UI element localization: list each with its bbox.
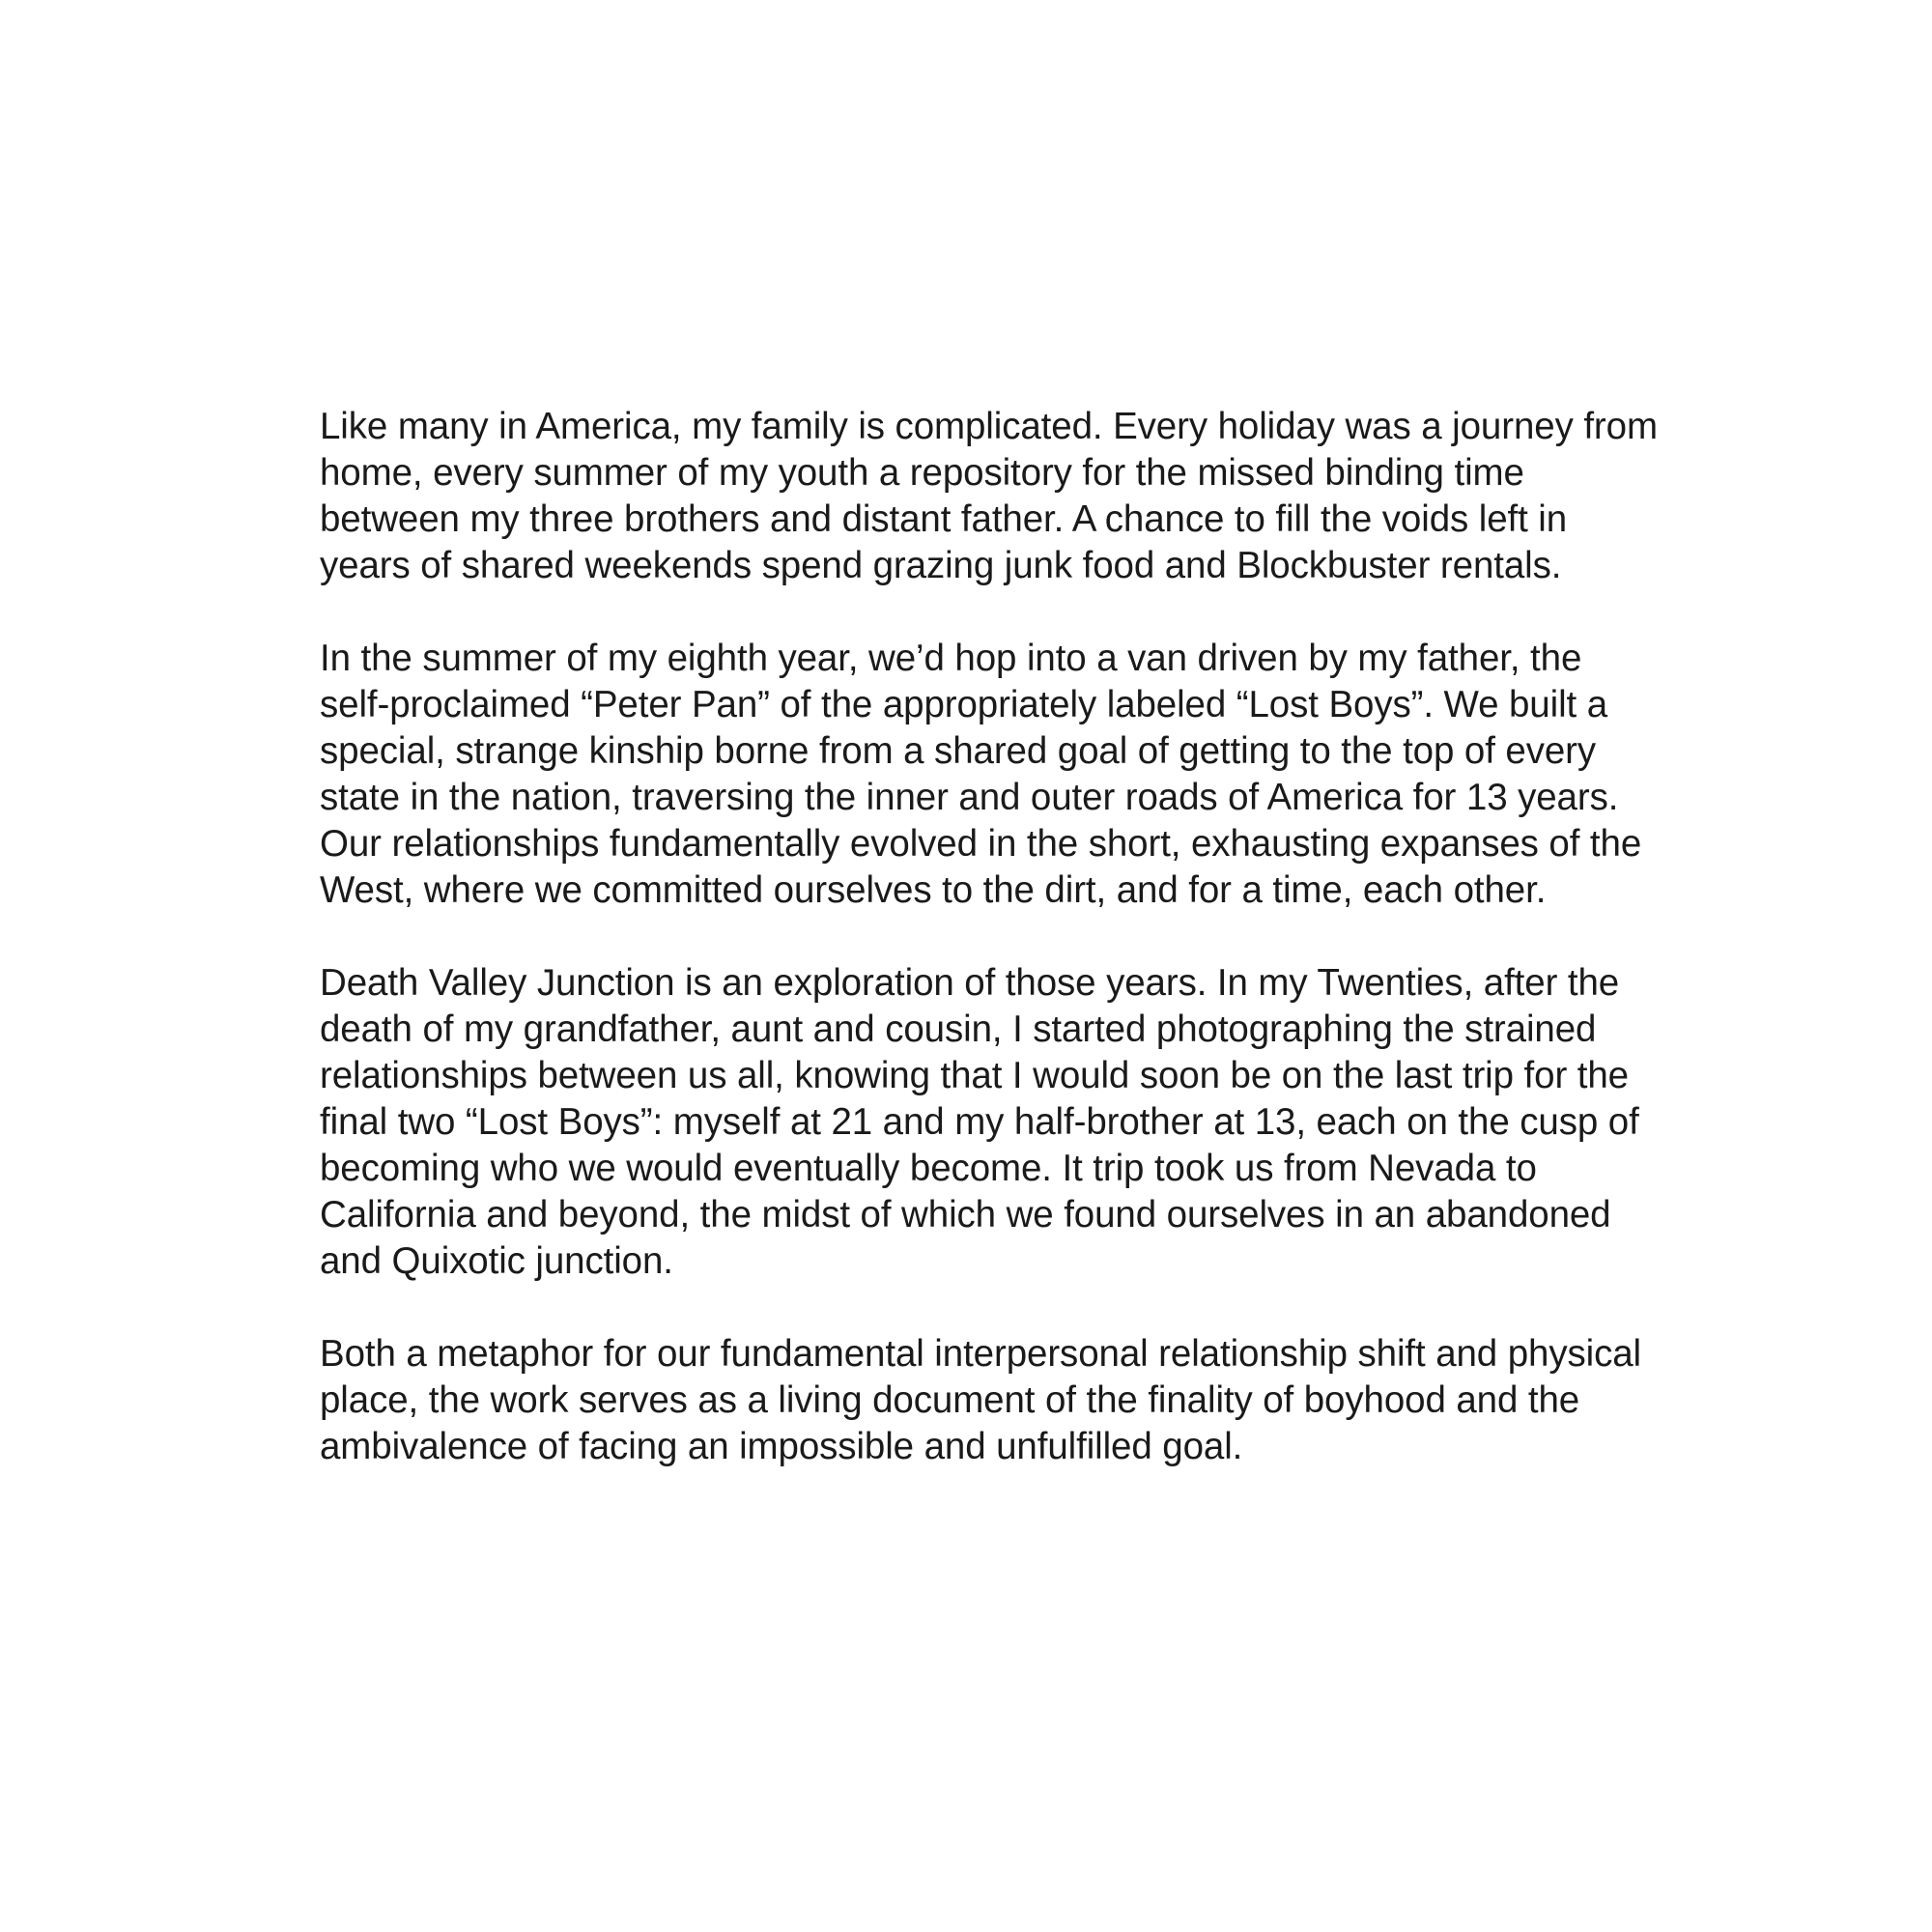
text-line: years of shared weekends spend grazing junk food and Blockbuster rentals. [320,545,1562,586]
paragraph-4 [320,1331,1730,1470]
text-line: and Quixotic junction. [320,1240,673,1282]
text-line: West, where we committed ourselves to the dirt, and for a time, each other. [320,869,1547,911]
text-line: relationships between us all, knowing that I would soon be on the last trip for the [320,1055,1629,1096]
text-line: Our relationships fundamentally evolved in the short, exhausting expanses of the [320,823,1642,865]
text-line: state in the nation, traversing the inner and outer roads of America for 13 years. [320,777,1619,818]
artist-statement [320,404,1730,1470]
text-line: final two “Lost Boys”: myself at 21 and my half-brother at 13, each on the cusp of [320,1101,1639,1143]
text-line: home, every summer of my youth a repository for the missed binding time [320,452,1524,494]
text-line: In the summer of my eighth year, we’d hop into a van driven by my father, the [320,638,1582,679]
text-line: place, the work serves as a living document of the finality of boyhood and the [320,1379,1580,1421]
paragraph-3 [320,960,1730,1285]
text-line: self-proclaimed “Peter Pan” of the appropriately labeled “Lost Boys”. We built a [320,684,1608,725]
paragraph-2 [320,636,1730,914]
paragraph-1 [320,404,1730,589]
text-line: California and beyond, the midst of which we found ourselves in an abandoned [320,1194,1611,1236]
text-line: between my three brothers and distant father. A chance to fill the voids left in [320,498,1568,540]
text-line: Both a metaphor for our fundamental interpersonal relationship shift and physical [320,1333,1642,1375]
text-line: becoming who we would eventually become. It trip took us from Nevada to [320,1148,1537,1189]
text-line: ambivalence of facing an impossible and unfulfilled goal. [320,1426,1243,1467]
text-line: special, strange kinship borne from a shared goal of getting to the top of every [320,730,1597,772]
text-line: Death Valley Junction is an exploration of those years. In my Twenties, after the [320,962,1620,1004]
text-line: death of my grandfather, aunt and cousin, I started photographing the strained [320,1009,1597,1050]
text-line: Like many in America, my family is complicated. Every holiday was a journey from [320,406,1658,447]
